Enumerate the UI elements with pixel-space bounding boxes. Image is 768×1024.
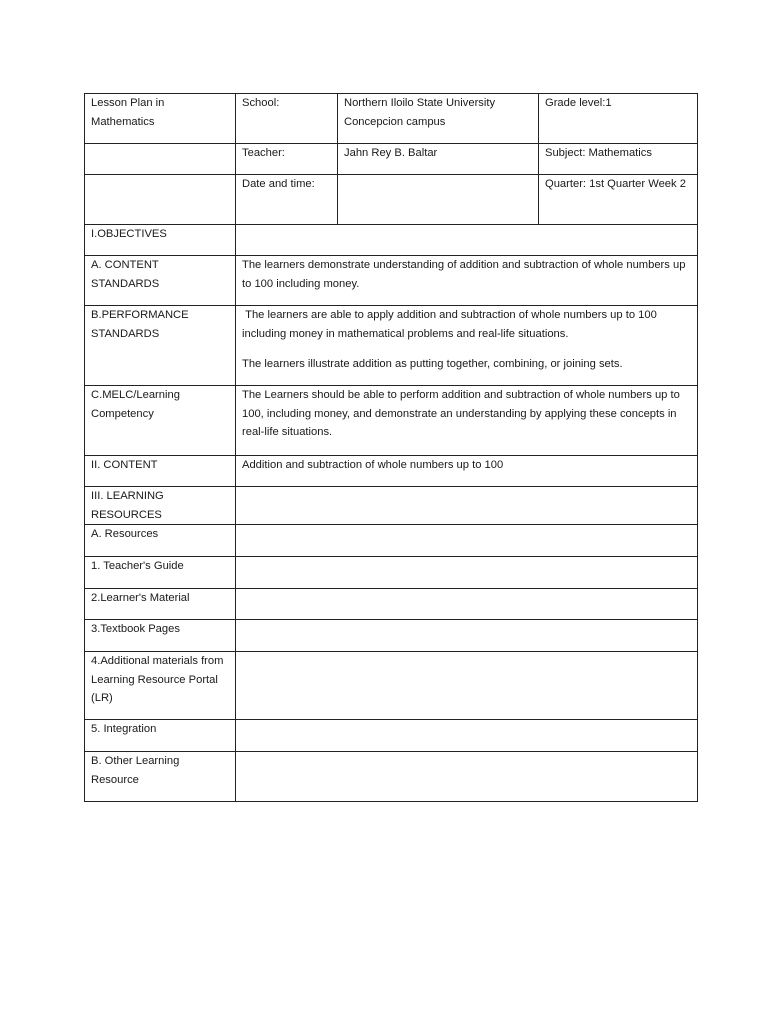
melc-text: The Learners should be able to perform addition and subtraction of whole numbers up to 100, including money, and demonstrate an understanding by applying these concepts in real-life situations. [236, 386, 698, 456]
resources-row [85, 525, 698, 557]
other-resource-label: B. Other Learning Resource [85, 752, 236, 802]
additional-materials-value [236, 652, 698, 720]
learning-resources-value [236, 487, 698, 525]
performance-standards-paragraph-1: The learners are able to apply addition and subtraction of whole numbers up to 100 including money in mathematical problems and real-life situations. [242, 309, 660, 340]
resources-value [236, 525, 698, 557]
header-row-school [85, 94, 698, 144]
grade-level: Grade level:1 [539, 94, 698, 144]
empty-cell [85, 144, 236, 175]
quarter: Quarter: 1st Quarter Week 2 [539, 175, 698, 225]
teachers-guide-value [236, 557, 698, 589]
header-row-teacher [85, 144, 698, 175]
teacher-label: Teacher: [236, 144, 338, 175]
objectives-label: I.OBJECTIVES [85, 225, 236, 256]
learners-material-row [85, 589, 698, 620]
textbook-pages-label: 3.Textbook Pages [85, 620, 236, 652]
content-standards-row [85, 256, 698, 306]
performance-standards-row [85, 306, 698, 386]
subject: Subject: Mathematics [539, 144, 698, 175]
objectives-value [236, 225, 698, 256]
teacher-value: Jahn Rey B. Baltar [338, 144, 539, 175]
performance-standards-paragraph-2: The learners illustrate addition as putting together, combining, or joining sets. [242, 358, 623, 370]
resources-label: A. Resources [85, 525, 236, 557]
performance-standards-text [236, 306, 698, 386]
teachers-guide-row [85, 557, 698, 589]
textbook-pages-row [85, 620, 698, 652]
additional-materials-label: 4.Additional materials from Learning Resource Portal (LR) [85, 652, 236, 720]
date-label: Date and time: [236, 175, 338, 225]
integration-label: 5. Integration [85, 720, 236, 752]
learning-resources-label: III. LEARNING RESOURCES [85, 487, 236, 525]
learners-material-label: 2.Learner's Material [85, 589, 236, 620]
learners-material-value [236, 589, 698, 620]
content-row [85, 456, 698, 487]
textbook-pages-value [236, 620, 698, 652]
objectives-row [85, 225, 698, 256]
date-value [338, 175, 539, 225]
melc-row [85, 386, 698, 456]
lesson-plan-table [84, 93, 698, 802]
lesson-plan-title: Lesson Plan in Mathematics [85, 94, 236, 144]
additional-materials-row [85, 652, 698, 720]
integration-value [236, 720, 698, 752]
melc-label: C.MELC/Learning Competency [85, 386, 236, 456]
other-resource-row [85, 752, 698, 802]
teachers-guide-label: 1. Teacher's Guide [85, 557, 236, 589]
content-standards-label: A. CONTENT STANDARDS [85, 256, 236, 306]
content-text: Addition and subtraction of whole numbers up to 100 [236, 456, 698, 487]
content-standards-text: The learners demonstrate understanding of addition and subtraction of whole numbers up to 100 including money. [236, 256, 698, 306]
learning-resources-row [85, 487, 698, 525]
content-label: II. CONTENT [85, 456, 236, 487]
school-label: School: [236, 94, 338, 144]
performance-standards-label: B.PERFORMANCE STANDARDS [85, 306, 236, 386]
school-value: Northern Iloilo State University Concepcion campus [338, 94, 539, 144]
integration-row [85, 720, 698, 752]
header-row-date [85, 175, 698, 225]
empty-cell [85, 175, 236, 225]
other-resource-value [236, 752, 698, 802]
